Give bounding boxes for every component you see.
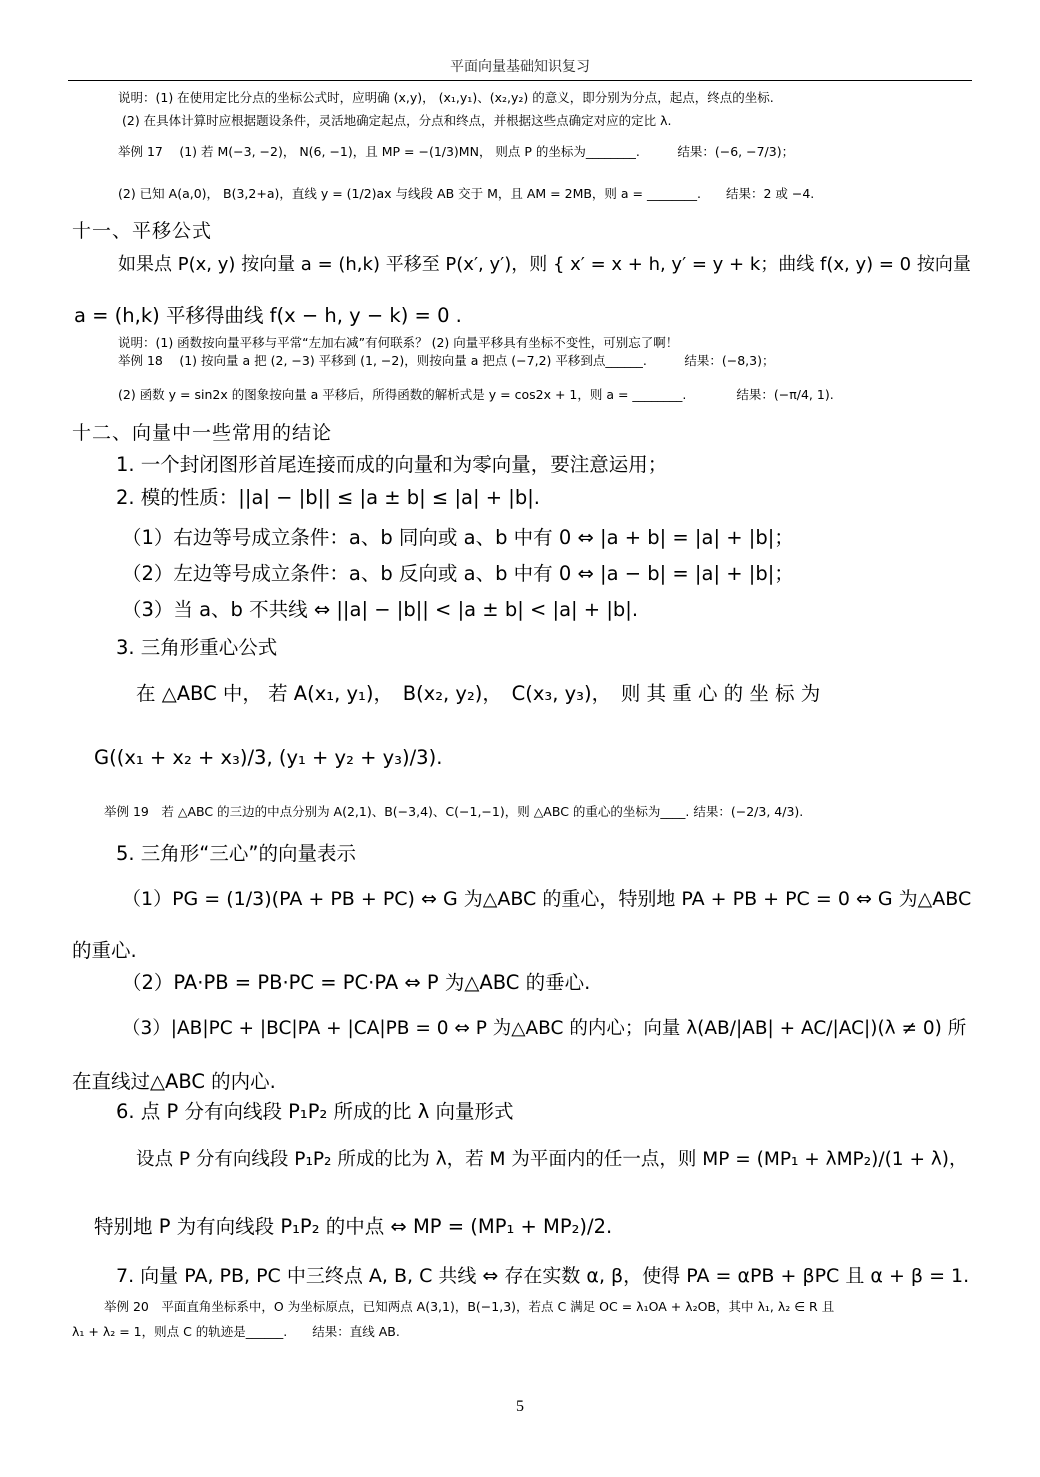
text-line: （1）PG = (1/3)(PA + PB + PC) ⇔ G 为△ABC 的重心，特别地 PA + PB + PC = 0 ⇔ G 为△ABC [122,888,972,910]
text-line: 6. 点 P 分有向线段 P₁P₂ 所成的比 λ 向量形式 [116,1100,514,1123]
text-line: （2）左边等号成立条件：a、b 反向或 a、b 中有 0 ⇔ |a − b| = |a| + |b|； [122,562,794,585]
header-rule [68,80,972,81]
note-line: (2) 已知 A(a,0)， B(3,2+a)，直线 y = (1/2)ax 与线段 AB 交于 M，且 AM = 2MB，则 a = ________. 结果：2 或 −4. [118,186,815,201]
text-line: 在 △ABC 中， 若 A(x₁, y₁)， B(x₂, y₂)， C(x₃, y₃)， 则 其 重 心 的 坐 标 为 [136,682,821,705]
page-header: 平面向量基础知识复习 [450,59,590,75]
text-line: 5. 三角形“三心”的向量表示 [116,842,357,865]
text-line: 特别地 P 为有向线段 P₁P₂ 的中点 ⇔ MP = (MP₁ + MP₂)/2. [94,1215,613,1238]
text-line: 2. 模的性质：||a| − |b|| ≤ |a ± b| ≤ |a| + |b|. [116,486,541,509]
note-line: 说明：(1) 在使用定比分点的坐标公式时，应明确 (x,y)， (x₁,y₁)、(x₂,y₂) 的意义，即分别为分点，起点，终点的坐标. [118,90,774,105]
text-line: 7. 向量 PA, PB, PC 中三终点 A, B, C 共线 ⇔ 存在实数 α, β，使得 PA = αPB + βPC 且 α + β = 1. [116,1265,970,1287]
section-heading: 十二、向量中一些常用的结论 [72,422,333,444]
text-line: （3）|AB|PC + |BC|PA + |CA|PB = 0 ⇔ P 为△ABC 的内心；向量 λ(AB/|AB| + AC/|AC|)(λ ≠ 0) 所 [122,1018,967,1039]
note-line: (2) 函数 y = sin2x 的图象按向量 a 平移后，所得函数的解析式是 y = cos2x + 1，则 a = ________. 结果：(−π/4, 1). [118,387,834,402]
page-number: 5 [516,1398,524,1415]
section-heading: 十一、平移公式 [72,220,213,242]
text-line: 3. 三角形重心公式 [116,636,278,659]
text-line: 在直线过△ABC 的内心. [72,1070,276,1093]
text-line: 如果点 P(x, y) 按向量 a = (h,k) 平移至 P(x′, y′)，则 { x′ = x + h, y′ = y + k；曲线 f(x, y) = 0 按向量 [118,254,971,275]
text-line: a = (h,k) 平移得曲线 f(x − h, y − k) = 0 . [74,304,462,327]
text-line: （1）右边等号成立条件：a、b 同向或 a、b 中有 0 ⇔ |a + b| = |a| + |b|； [122,526,794,549]
note-line: 说明：(1) 函数按向量平移与平常“左加右减”有何联系？ (2) 向量平移具有坐标不变性，可别忘了啊！ [118,335,679,350]
text-line: 设点 P 分有向线段 P₁P₂ 所成的比为 λ，若 M 为平面内的任一点，则 MP = (MP₁ + λMP₂)/(1 + λ)， [136,1149,968,1170]
text-line: 的重心. [72,939,137,962]
text-line: （3）当 a、b 不共线 ⇔ ||a| − |b|| < |a ± b| < |a| + |b|. [122,598,639,621]
note-line: λ₁ + λ₂ = 1，则点 C 的轨迹是______. 结果：直线 AB. [72,1324,400,1339]
note-line: (2) 在具体计算时应根据题设条件，灵活地确定起点，分点和终点，并根据这些点确定对应的定比 λ. [122,113,672,128]
note-line: 举例 17 (1) 若 M(−3, −2)， N(6, −1)，且 MP = −(1/3)MN， 则点 P 的坐标为________. 结果：(−6, −7/3)； [118,144,795,159]
text-line: （2）PA·PB = PB·PC = PC·PA ⇔ P 为△ABC 的垂心. [122,971,591,994]
note-line: 举例 18 (1) 按向量 a 把 (2, −3) 平移到 (1, −2)，则按向量 a 把点 (−7,2) 平移到点______. 结果：(−8,3)； [118,353,775,368]
text-line: 1. 一个封闭图形首尾连接而成的向量和为零向量，要注意运用； [116,453,668,476]
note-line: 举例 20 平面直角坐标系中，O 为坐标原点，已知两点 A(3,1)，B(−1,3)，若点 C 满足 OC = λ₁OA + λ₂OB，其中 λ₁, λ₂ ∈ R 且 [104,1299,835,1314]
text-line: G((x₁ + x₂ + x₃)/3, (y₁ + y₂ + y₃)/3). [94,746,443,769]
note-line: 举例 19 若 △ABC 的三边的中点分别为 A(2,1)、B(−3,4)、C(−1,−1)，则 △ABC 的重心的坐标为____. 结果：(−2/3, 4/3). [104,804,804,819]
